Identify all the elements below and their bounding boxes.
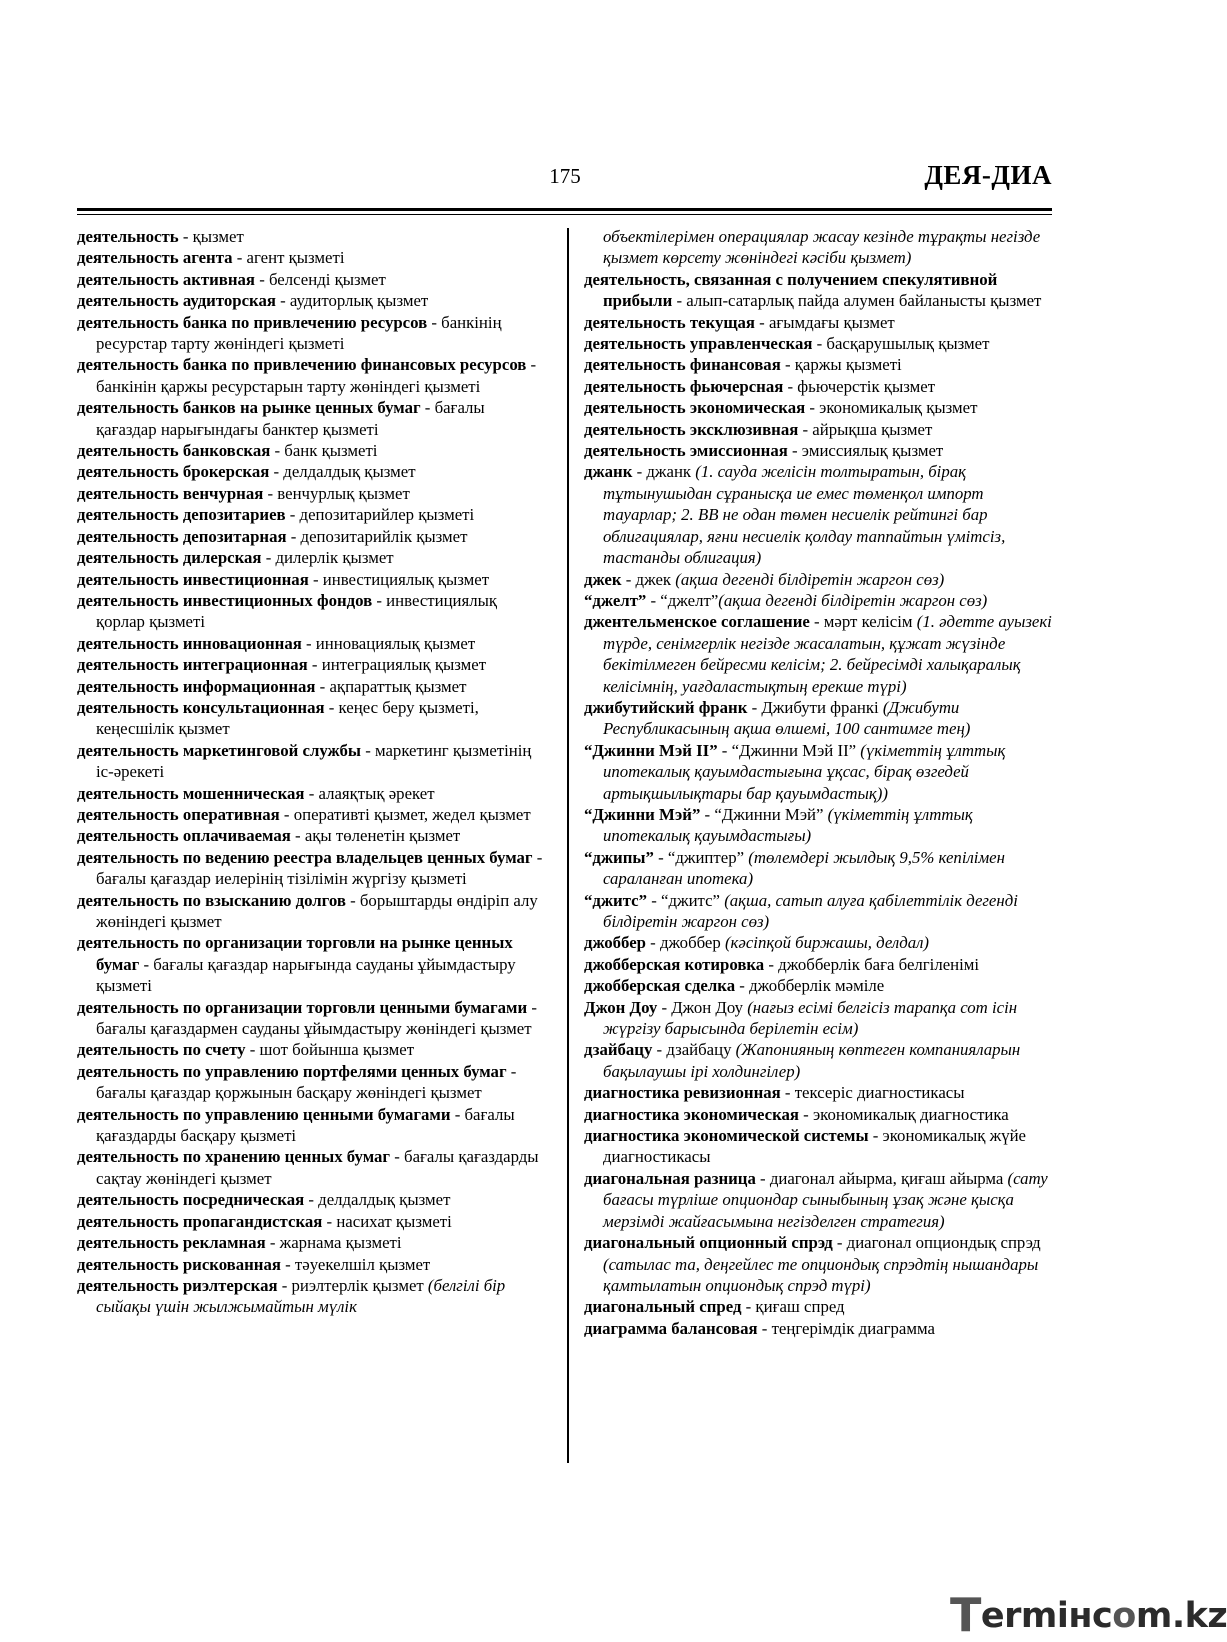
entry-term: деятельность инвестиционных фондов bbox=[77, 590, 373, 610]
dictionary-entry bbox=[584, 1232, 1054, 1296]
dictionary-entry bbox=[584, 1318, 1054, 1339]
dictionary-entry bbox=[77, 1146, 547, 1189]
entry-term: деятельность мошенническая bbox=[77, 783, 305, 803]
dictionary-entry bbox=[584, 226, 1054, 269]
entry-term: деятельность эмиссионная bbox=[584, 441, 788, 461]
entry-term: деятельность рекламная bbox=[77, 1233, 266, 1253]
entry-translation: - эмиссиялық қызмет bbox=[787, 441, 944, 461]
entry-term: деятельность интеграционная bbox=[77, 655, 308, 675]
entry-translation: - теңгерімдік диаграмма bbox=[757, 1318, 935, 1338]
entry-translation: - бағалы қағаздар қоржынын басқару жөніндегі қызмет bbox=[96, 1061, 517, 1103]
entry-term: джибутийский франк bbox=[584, 697, 748, 717]
entry-term: дзайбацу bbox=[584, 1040, 653, 1060]
entry-note: (ақша, сатып алуға қабілеттілік дегенді білдіретін жаргон сөз) bbox=[603, 890, 1018, 931]
dictionary-entry bbox=[584, 697, 1054, 740]
dictionary-entry bbox=[584, 440, 1054, 461]
entry-term: деятельность, связанная с получением спекулятивной прибыли bbox=[584, 269, 998, 311]
dictionary-entry bbox=[77, 1061, 547, 1104]
entry-note: (үкіметтің ұлттық ипотекалық қауымдастығы) bbox=[603, 804, 973, 846]
entry-term: деятельность по счету bbox=[77, 1040, 246, 1060]
entry-note: (сатылас та, деңгейлес те опциондық спрэдтің нышандары қамтылатын опциондық спрэд түрі) bbox=[603, 1254, 1039, 1295]
entry-term: деятельность рискованная bbox=[77, 1254, 281, 1274]
dictionary-entry bbox=[584, 1039, 1054, 1082]
entry-term: джентельменское соглашение bbox=[584, 612, 810, 632]
entry-term: деятельность депозитарная bbox=[77, 526, 287, 546]
entry-note: объектілерімен операциялар жасау кезінде тұрақты негізде қызмет көрсету жөніндегі кәсіби қызмет) bbox=[603, 227, 1041, 268]
entry-term: “джипы” bbox=[584, 847, 654, 867]
entry-translation: - инвестициялық қызмет bbox=[308, 569, 490, 589]
entry-term: деятельность маркетинговой службы bbox=[77, 740, 361, 760]
entry-translation: - риэлтерлік қызмет bbox=[277, 1275, 424, 1295]
entry-translation: - экономикалық жүйе диагностикасы bbox=[603, 1126, 1027, 1167]
dictionary-entry bbox=[77, 890, 547, 933]
dictionary-entry bbox=[77, 483, 547, 504]
terminkom-watermark-logo: Termінcom.kz bbox=[950, 1588, 1227, 1642]
entry-term: деятельность по взысканию долгов bbox=[77, 890, 346, 910]
entry-term: диагональный опционный спрэд bbox=[584, 1233, 833, 1253]
entry-translation: - “Джинни Мэй II” bbox=[717, 740, 857, 760]
dictionary-entry bbox=[584, 997, 1054, 1040]
header-rule-thin bbox=[77, 214, 1052, 215]
dictionary-entry bbox=[77, 590, 547, 633]
dictionary-entry bbox=[77, 1189, 547, 1210]
entry-translation: - белсенді қызмет bbox=[255, 269, 386, 289]
entry-translation: - инвестициялық қорлар қызметі bbox=[96, 590, 498, 632]
dictionary-entry bbox=[584, 312, 1054, 333]
entry-term: джек bbox=[584, 569, 622, 589]
entry-note: (кәсіпқой биржашы, делдал) bbox=[720, 933, 930, 953]
entry-term: деятельность дилерская bbox=[77, 548, 262, 568]
entry-translation: - бағалы қағаздармен сауданы ұйымдастыру жөніндегі қызмет bbox=[96, 997, 537, 1039]
entry-translation: - борыштарды өндіріп алу жөніндегі қызмет bbox=[96, 890, 538, 931]
entry-note: (сату бағасы түрліше опциондар сыныбының ұзақ және қысқа мерзімді жайғасымына негізделген стратегия) bbox=[603, 1168, 1048, 1231]
dictionary-entry bbox=[584, 975, 1054, 996]
entry-translation: - джобберлік баға белгіленімі bbox=[764, 954, 980, 974]
entry-term: джанк bbox=[584, 462, 633, 482]
dictionary-entry bbox=[584, 1082, 1054, 1103]
dictionary-entry bbox=[77, 740, 547, 783]
entry-term: деятельность по управлению ценными бумагами bbox=[77, 1104, 451, 1124]
dictionary-entry bbox=[77, 1104, 547, 1147]
entry-translation: - аудиторлық қызмет bbox=[275, 291, 429, 311]
dictionary-entry bbox=[77, 1254, 547, 1275]
entry-translation: - диагонал айырма, қиғаш айырма bbox=[755, 1168, 1004, 1188]
entry-term: “джитс” bbox=[584, 890, 648, 910]
dictionary-entry bbox=[77, 825, 547, 846]
entry-term: деятельность по организации торговли на рынке ценных бумаг bbox=[77, 933, 513, 974]
dictionary-entry bbox=[77, 247, 547, 268]
dictionary-entry bbox=[584, 569, 1054, 590]
entry-term: деятельность управленческая bbox=[584, 334, 813, 354]
entry-term: деятельность информационная bbox=[77, 676, 316, 696]
dictionary-entry bbox=[77, 633, 547, 654]
dictionary-entry bbox=[77, 354, 547, 397]
entry-translation: - депозитарийлік қызмет bbox=[286, 526, 468, 546]
dictionary-entry bbox=[584, 419, 1054, 440]
entry-translation: - ақпараттық қызмет bbox=[315, 676, 467, 696]
entry-translation: - банк қызметі bbox=[270, 441, 378, 461]
entry-term: диаграмма балансовая bbox=[584, 1318, 758, 1338]
dictionary-entry bbox=[584, 376, 1054, 397]
entry-term: деятельность венчурная bbox=[77, 483, 264, 503]
right-column bbox=[584, 226, 1054, 1339]
dictionary-entry bbox=[584, 354, 1054, 375]
entry-translation: - депозитарийлер қызметі bbox=[285, 505, 475, 525]
entry-translation: - делдалдық қызмет bbox=[304, 1190, 451, 1210]
entry-translation: - мәрт келісім bbox=[809, 612, 913, 632]
entry-term: деятельность по организации торговли ценными бумагами bbox=[77, 997, 528, 1017]
entry-translation: - Джон Доу bbox=[657, 997, 744, 1017]
dictionary-entry bbox=[77, 569, 547, 590]
dictionary-entry bbox=[77, 804, 547, 825]
dictionary-entry bbox=[77, 397, 547, 440]
dictionary-entry bbox=[77, 847, 547, 890]
entry-translation: - экономикалық қызмет bbox=[805, 398, 978, 418]
entry-term: “джелт” bbox=[584, 590, 647, 610]
dictionary-entry bbox=[77, 440, 547, 461]
entry-term: деятельность оперативная bbox=[77, 804, 280, 824]
entry-note: (нағыз есімі белгісіз тарапқа сот ісін жүргізу барысында берілетін есім) bbox=[603, 997, 1018, 1039]
entry-translation: - фьючерстік қызмет bbox=[783, 376, 936, 396]
entry-term: деятельность депозитариев bbox=[77, 505, 286, 525]
dictionary-entry bbox=[584, 397, 1054, 418]
entry-term: деятельность bbox=[77, 227, 179, 246]
entry-term: диагностика экономическая bbox=[584, 1104, 799, 1124]
entry-note: (үкіметтің ұлттық ипотекалық қауымдастығына ұқсас, бірақ өзгедей артықшылықтары бар қауымдастық)) bbox=[603, 740, 1006, 803]
entry-translation: - интеграциялық қызмет bbox=[307, 655, 487, 675]
left-column bbox=[77, 226, 547, 1318]
entry-translation: - джек bbox=[621, 569, 672, 589]
dictionary-entry bbox=[77, 1275, 547, 1318]
entry-translation: - бағалы қағаздар иелерінің тізілімін жүргізу қызметі bbox=[96, 847, 543, 889]
entry-term: диагональная разница bbox=[584, 1168, 756, 1188]
dictionary-entry bbox=[584, 1296, 1054, 1317]
entry-translation: - экономикалық диагностика bbox=[798, 1104, 1009, 1124]
entry-translation: - насихат қызметі bbox=[322, 1211, 452, 1231]
dictionary-entry bbox=[584, 1168, 1054, 1232]
dictionary-entry bbox=[77, 1232, 547, 1253]
entry-translation: - ағымдағы қызмет bbox=[754, 312, 895, 332]
entry-term: джоббер bbox=[584, 933, 646, 953]
dictionary-entry bbox=[584, 932, 1054, 953]
dictionary-entry bbox=[584, 804, 1054, 847]
dictionary-entry bbox=[584, 461, 1054, 568]
entry-term: деятельность агента bbox=[77, 248, 233, 268]
dictionary-entry bbox=[77, 290, 547, 311]
entry-note: (төлемдері жылдық 9,5% кепілімен сараланған ипотека) bbox=[603, 847, 1005, 889]
dictionary-entry bbox=[77, 547, 547, 568]
entry-term: деятельность инновационная bbox=[77, 633, 302, 653]
entry-translation: - делдалдық қызмет bbox=[269, 462, 416, 482]
entry-term: Джон Доу bbox=[584, 997, 658, 1017]
entry-term: джобберская сделка bbox=[584, 976, 736, 996]
dictionary-entry bbox=[584, 1104, 1054, 1125]
dictionary-entry bbox=[77, 461, 547, 482]
entry-translation: - тексеріс диагностикасы bbox=[780, 1083, 965, 1103]
header-rule-thick bbox=[77, 208, 1052, 211]
entry-translation: - жарнама қызметі bbox=[265, 1233, 402, 1253]
entry-term: деятельность финансовая bbox=[584, 355, 781, 375]
entry-term: деятельность банковская bbox=[77, 441, 271, 461]
entry-term: деятельность оплачиваемая bbox=[77, 826, 291, 846]
entry-term: “Джинни Мэй II” bbox=[584, 740, 718, 760]
entry-translation: - айрықша қызмет bbox=[798, 419, 933, 439]
dictionary-entry bbox=[77, 312, 547, 355]
entry-translation: - венчурлық қызмет bbox=[263, 483, 410, 503]
entry-translation: - маркетинг қызметінің іс-әрекеті bbox=[96, 740, 532, 782]
dictionary-entry bbox=[584, 269, 1054, 312]
entry-term: деятельность банка по привлечению ресурсов bbox=[77, 312, 428, 332]
entry-note: (ақша дегенді білдіретін жаргон сөз) bbox=[718, 590, 988, 610]
entry-note: (белгілі бір сыйақы үшін жылжымайтын мүлік bbox=[96, 1275, 506, 1317]
dictionary-entry bbox=[77, 997, 547, 1040]
entry-term: деятельность инвестиционная bbox=[77, 569, 309, 589]
entry-translation: - бағалы қағаздарды сақтау жөніндегі қызмет bbox=[96, 1147, 539, 1188]
dictionary-entry bbox=[584, 954, 1054, 975]
entry-translation: - банкінін қаржы ресурстарын тарту жөніндегі қызметі bbox=[96, 355, 537, 396]
entry-translation: - тәуекелшіл қызмет bbox=[280, 1254, 431, 1274]
entry-term: джобберская котировка bbox=[584, 954, 765, 974]
entry-translation: - қаржы қызметі bbox=[780, 355, 902, 375]
entry-term: “Джинни Мэй” bbox=[584, 804, 701, 824]
dictionary-entry bbox=[77, 1211, 547, 1232]
entry-translation: - бағалы қағаздарды басқару қызметі bbox=[96, 1104, 515, 1146]
entry-translation: - джоббер bbox=[645, 933, 721, 953]
entry-term: деятельность по ведению реестра владельцев ценных бумаг bbox=[77, 847, 533, 867]
entry-note: (Жапонияның көптеген компанияларын бақылаушы ірі холдингілер) bbox=[603, 1040, 1021, 1081]
entry-translation: - кеңес беру қызметі, кеңесшілік қызмет bbox=[96, 697, 479, 739]
dictionary-entry bbox=[584, 333, 1054, 354]
dictionary-entry bbox=[77, 697, 547, 740]
dictionary-entry bbox=[77, 932, 547, 996]
entry-translation: - қызмет bbox=[178, 227, 244, 246]
entry-term: диагностика ревизионная bbox=[584, 1083, 781, 1103]
entry-term: деятельность эксклюзивная bbox=[584, 419, 799, 439]
entry-term: деятельность фьючерсная bbox=[584, 376, 784, 396]
entry-term: деятельность банка по привлечению финансовых ресурсов bbox=[77, 355, 527, 375]
entry-translation: - дилерлік қызмет bbox=[261, 548, 394, 568]
entry-term: деятельность брокерская bbox=[77, 462, 270, 482]
entry-translation: - “джитс” bbox=[647, 890, 720, 910]
page-number: 175 bbox=[549, 164, 581, 188]
entry-translation: - Джибути франкі bbox=[747, 697, 879, 717]
dictionary-entry bbox=[77, 783, 547, 804]
dictionary-entry bbox=[77, 504, 547, 525]
entry-translation: - инновациялық қызмет bbox=[301, 633, 476, 653]
entry-translation: - ақы төленетін қызмет bbox=[290, 826, 461, 846]
entry-translation: - банкінің ресурстар тарту жөніндегі қызметі bbox=[96, 312, 502, 354]
entry-translation: - қиғаш спред bbox=[741, 1297, 845, 1317]
entry-translation: - джобберлік мәміле bbox=[735, 976, 885, 996]
dictionary-entry bbox=[77, 1039, 547, 1060]
entry-note: (1. әдетте ауызекі түрде, сенімгерлік негізде жасалатын, құжат жүзінде бекітілмеген бейресми келісім; 2. бейресімді халықаралық келісімнің, уағдаластықтың ерекше түрі) bbox=[603, 612, 1052, 696]
entry-term: деятельность консультационная bbox=[77, 697, 325, 717]
entry-term: деятельность по управлению портфелями ценных бумаг bbox=[77, 1061, 507, 1081]
dictionary-entry bbox=[584, 740, 1054, 804]
entry-term: деятельность текущая bbox=[584, 312, 755, 332]
entry-translation: - шот бойынша қызмет bbox=[245, 1040, 415, 1060]
entry-translation: - “Джинни Мэй” bbox=[700, 804, 824, 824]
entry-term: деятельность пропагандистская bbox=[77, 1211, 323, 1231]
entry-translation: - “джиптер” bbox=[653, 847, 745, 867]
entry-term: диагностика экономической системы bbox=[584, 1126, 869, 1146]
entry-note: (ақша дегенді білдіретін жаргон сөз) bbox=[671, 569, 945, 589]
entry-translation: - алып-сатарлық пайда алумен байланысты қызмет bbox=[672, 291, 1042, 311]
entry-translation: - джанк bbox=[632, 462, 692, 482]
dictionary-entry bbox=[77, 654, 547, 675]
entry-translation: - “джелт” bbox=[646, 590, 719, 610]
entry-translation: - бағалы қағаздар нарығындағы банктер қызметі bbox=[96, 398, 485, 439]
dictionary-entry bbox=[77, 226, 547, 247]
entry-translation: - алаяқтық әрекет bbox=[304, 783, 435, 803]
entry-term: деятельность посредническая bbox=[77, 1190, 305, 1210]
running-head: ДЕЯ-ДИА bbox=[924, 160, 1052, 190]
dictionary-entry bbox=[584, 847, 1054, 890]
dictionary-entry bbox=[584, 890, 1054, 933]
entry-term: деятельность риэлтерская bbox=[77, 1275, 278, 1295]
entry-translation: - диагонал опциондық спрэд bbox=[832, 1233, 1041, 1253]
entry-term: диагональный спред bbox=[584, 1297, 742, 1317]
dictionary-entry bbox=[584, 1125, 1054, 1168]
entry-translation: - басқарушылық қызмет bbox=[812, 334, 990, 354]
entry-term: деятельность банков на рынке ценных бумаг bbox=[77, 398, 421, 418]
entry-term: деятельность аудиторская bbox=[77, 291, 276, 311]
dictionary-entry bbox=[77, 526, 547, 547]
entry-translation: - оперативті қызмет, жедел қызмет bbox=[279, 804, 531, 824]
entry-term: деятельность активная bbox=[77, 269, 255, 289]
entry-translation: - дзайбацу bbox=[652, 1040, 732, 1060]
entry-term: деятельность экономическая bbox=[584, 398, 806, 418]
dictionary-entry bbox=[77, 269, 547, 290]
dictionary-entry bbox=[77, 676, 547, 697]
dictionary-entry bbox=[584, 590, 1054, 611]
dictionary-entry bbox=[584, 611, 1054, 697]
entry-term: деятельность по хранению ценных бумаг bbox=[77, 1147, 391, 1167]
entry-translation: - бағалы қағаздар нарығында сауданы ұйымдастыру қызметі bbox=[96, 954, 516, 996]
entry-note: (1. сауда желісін толтыратын, бірақ тұтынушыдан сұранысқа ие емес төменқол импорт тауарлар; 2. ВВ не одан төмен несиелік рейтингі бар облигациялар, яғни несиелік қолдау таппайтын үмітсіз, тастанды облигация) bbox=[603, 462, 1006, 568]
entry-translation: - агент қызметі bbox=[232, 248, 345, 268]
entry-note: (Джибути Республикасының ақша өлшемі, 100 сантимге тең) bbox=[603, 697, 971, 739]
column-divider bbox=[567, 228, 569, 1463]
